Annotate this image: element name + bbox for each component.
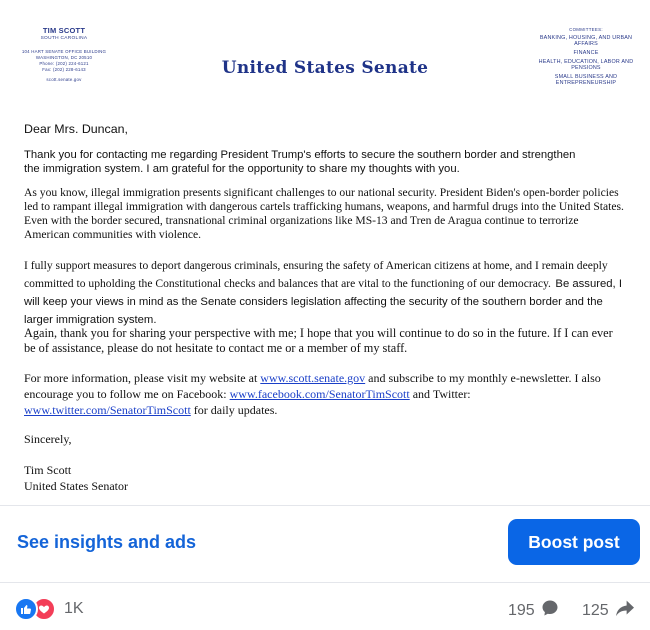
signature-name: Tim Scott [24, 463, 72, 477]
closing: Sincerely, [24, 432, 72, 446]
address-line: Fax: (202) 228-6143 [42, 67, 86, 72]
comment-icon [541, 599, 559, 622]
twitter-link[interactable]: www.twitter.com/SenatorTimScott [24, 403, 191, 417]
see-insights-link[interactable]: See insights and ads [17, 532, 197, 552]
committee-item: FINANCE [573, 49, 599, 56]
paragraph-5 [24, 370, 626, 418]
paragraph-3-part-1: I fully support measures to deport dangerous criminals, ensuring the safety of American citizens at home, and I remain deeply committed to upholding the Constitutional checks and balances that are vital to the functioning of our democracy. [24, 259, 608, 290]
paragraph-3 [24, 256, 624, 328]
letterhead-website: scott.senate.gov [46, 77, 82, 82]
reactions-summary[interactable] [14, 597, 84, 621]
address-line: 104 HART SENATE OFFICE BUILDING [21, 49, 107, 54]
paragraph-5-text: and Twitter: [412, 387, 471, 401]
address-line: WASHINGTON, DC 20510 [35, 55, 93, 60]
paragraph-2: As you know, illegal immigration presents significant challenges to our national security. President Biden's open-border policies led to rampant illegal immigration with dangerous cartels trafficking humans, weapons, and harmful drugs into the United States. Even with the border secured, transnational criminal organizations like MS-13 and Tren de Aragua continue to terrorize American communities with violence. [24, 186, 624, 241]
paragraph-3-part-2: Be assured, I will keep your views in mind as the Senate considers legislation affecting the security of the southern border and the larger immigration system. [24, 278, 622, 326]
paragraph-1: Thank you for contacting me regarding President Trump's efforts to secure the southern border and strengthen the immigration system. I am grateful for the opportunity to share my thoughts with you. [24, 149, 576, 175]
salutation: Dear Mrs. Duncan, [24, 122, 128, 136]
comments-stat[interactable] [508, 599, 559, 622]
shares-stat[interactable] [582, 599, 635, 622]
comment-count: 195 [508, 601, 535, 619]
share-icon [615, 599, 635, 622]
divider [0, 505, 650, 506]
senator-state: SOUTH CAROLINA [40, 36, 88, 41]
paragraph-5-text: and subscribe to my monthly e-newsletter. I also encourage you to follow me on Facebook: [24, 371, 601, 401]
letterhead-left [0, 26, 128, 83]
committees-heading: COMMITTEES: [569, 27, 603, 32]
paragraph-5-text: For more information, please visit my website at [24, 371, 258, 385]
divider [0, 582, 650, 583]
address-line: Phone: (202) 224-6121 [39, 61, 89, 66]
signature-title: United States Senator [24, 479, 128, 493]
facebook-link[interactable]: www.facebook.com/SenatorTimScott [229, 387, 410, 401]
website-link[interactable]: www.scott.senate.gov [260, 371, 366, 385]
reaction-count: 1K [64, 600, 84, 617]
boost-post-button[interactable]: Boost post [508, 519, 640, 565]
letterhead-title: United States Senate [221, 58, 429, 78]
letterhead-committees [530, 27, 642, 88]
senator-name: TIM SCOTT [42, 26, 86, 35]
share-count: 125 [582, 601, 609, 619]
committee-item: BANKING, HOUSING, AND URBAN AFFAIRS [539, 35, 633, 48]
paragraph-5-text: for daily updates. [193, 403, 278, 417]
like-icon [14, 597, 38, 621]
paragraph-4: Again, thank you for sharing your perspective with me; I hope that you will continue to do so in the future. If I can ever be of assistance, please do not hesitate to contact me or a member of my staff. [24, 326, 613, 356]
post-footer [0, 592, 650, 624]
committee-item: HEALTH, EDUCATION, LABOR AND PENSIONS [538, 58, 634, 71]
committee-item: SMALL BUSINESS AND ENTREPRENEURSHIP [554, 73, 618, 86]
